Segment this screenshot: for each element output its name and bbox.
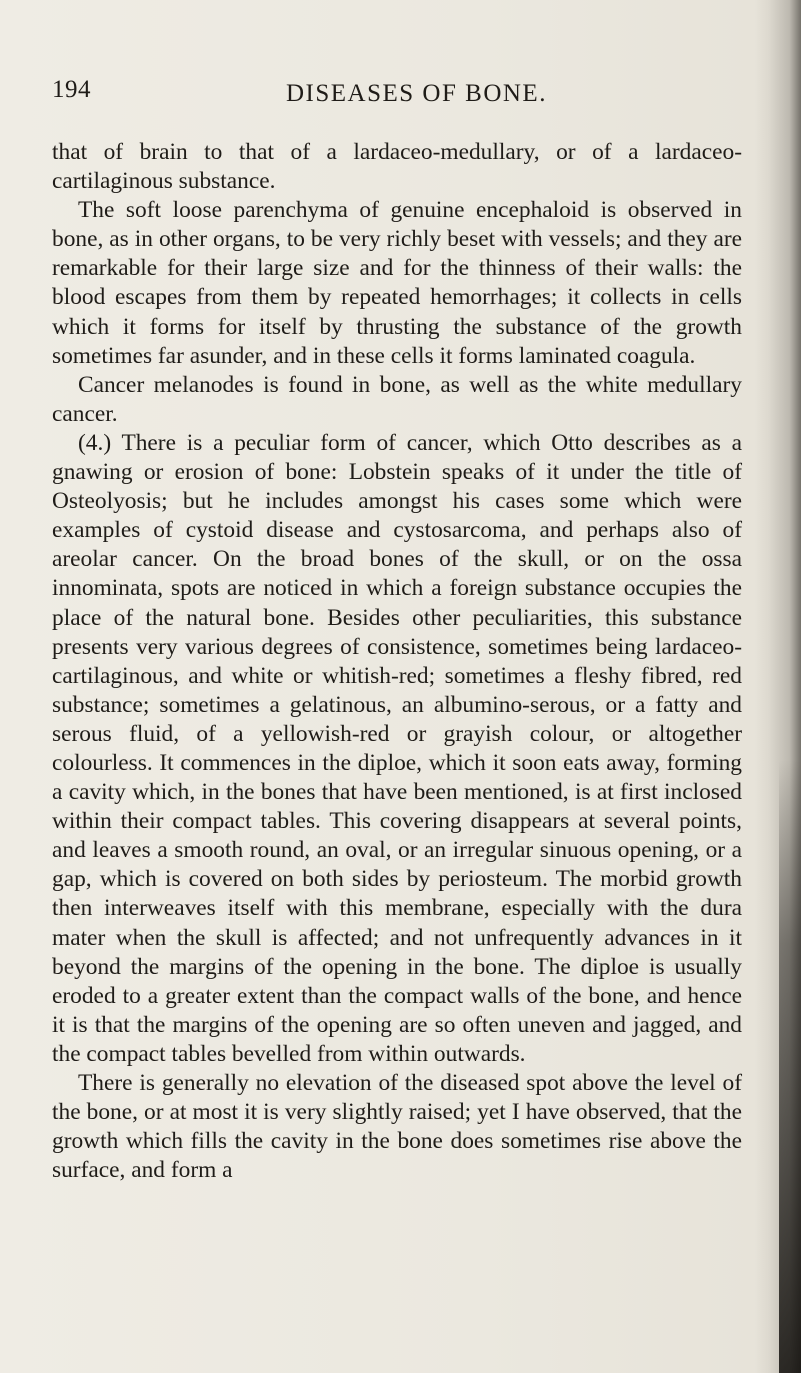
body-text (52, 138, 742, 1185)
paragraph-encephaloid: The soft loose parenchyma of genuine encephaloid is observed in bone, as in other organs, to be very richly beset with vessels; and they are remarkable for their large size and for the thinness of their walls: the blood escapes from them by repeated hemorrhages; it collects in cells which it forms for itself by thrusting the substance of the growth sometimes far asunder, and in these cells it forms laminated coagula. (52, 197, 742, 369)
page-header (52, 76, 742, 116)
page-number: 194 (52, 76, 91, 103)
paragraph-osteolyosis: (4.) There is a peculiar form of cancer, which Otto describes as a gnawing or erosion of bone: Lobstein speaks of it under the title of Osteolyosis; but he includes amongst his cases some which were examples of cystoid disease and cystosarcoma, and perhaps also of areolar cancer. On the broad bones of the skull, or on the ossa innominata, spots are noticed in which a foreign substance occupies the place of the natural bone. Besides other peculiarities, this substance presents very various degrees of consistence, sometimes being lardaceo-cartilaginous, and white or whitish-red; sometimes a fleshy fibred, red substance; sometimes a gelatinous, an albumino-serous, or a fatty and serous fluid, of a yellowish-red or grayish colour, or altogether colourless. It commences in the diploe, which it soon eats away, forming a cavity which, in the bones that have been mentioned, is at first inclosed within their compact tables. This covering disappears at several points, and leaves a smooth round, an oval, or an irregular sinuous opening, or a gap, which is covered on both sides by periosteum. The morbid growth then interweaves itself with this membrane, especially with the dura mater when the skull is affected; and not unfrequently advances in it beyond the margins of the opening in the bone. The diploe is usually eroded to a greater extent than the compact walls of the bone, and hence it is that the margins of the opening are so often uneven and jagged, and the compact tables bevelled from within outwards. (52, 429, 742, 1067)
paragraph-continuation: that of brain to that of a lardaceo-medullary, or of a lardaceo-cartilaginous substance. (52, 139, 742, 195)
running-title: DISEASES OF BONE. (286, 80, 547, 107)
paragraph-elevation: There is generally no elevation of the diseased spot above the level of the bone, or at most it is very slightly raised; yet I have observed, that the growth which fills the cavity in the bone does sometimes rise above the surface, and form a (52, 1070, 742, 1184)
page-edge-dark (779, 760, 801, 1373)
paragraph-melanodes: Cancer melanodes is found in bone, as well as the white medullary cancer. (52, 371, 742, 427)
